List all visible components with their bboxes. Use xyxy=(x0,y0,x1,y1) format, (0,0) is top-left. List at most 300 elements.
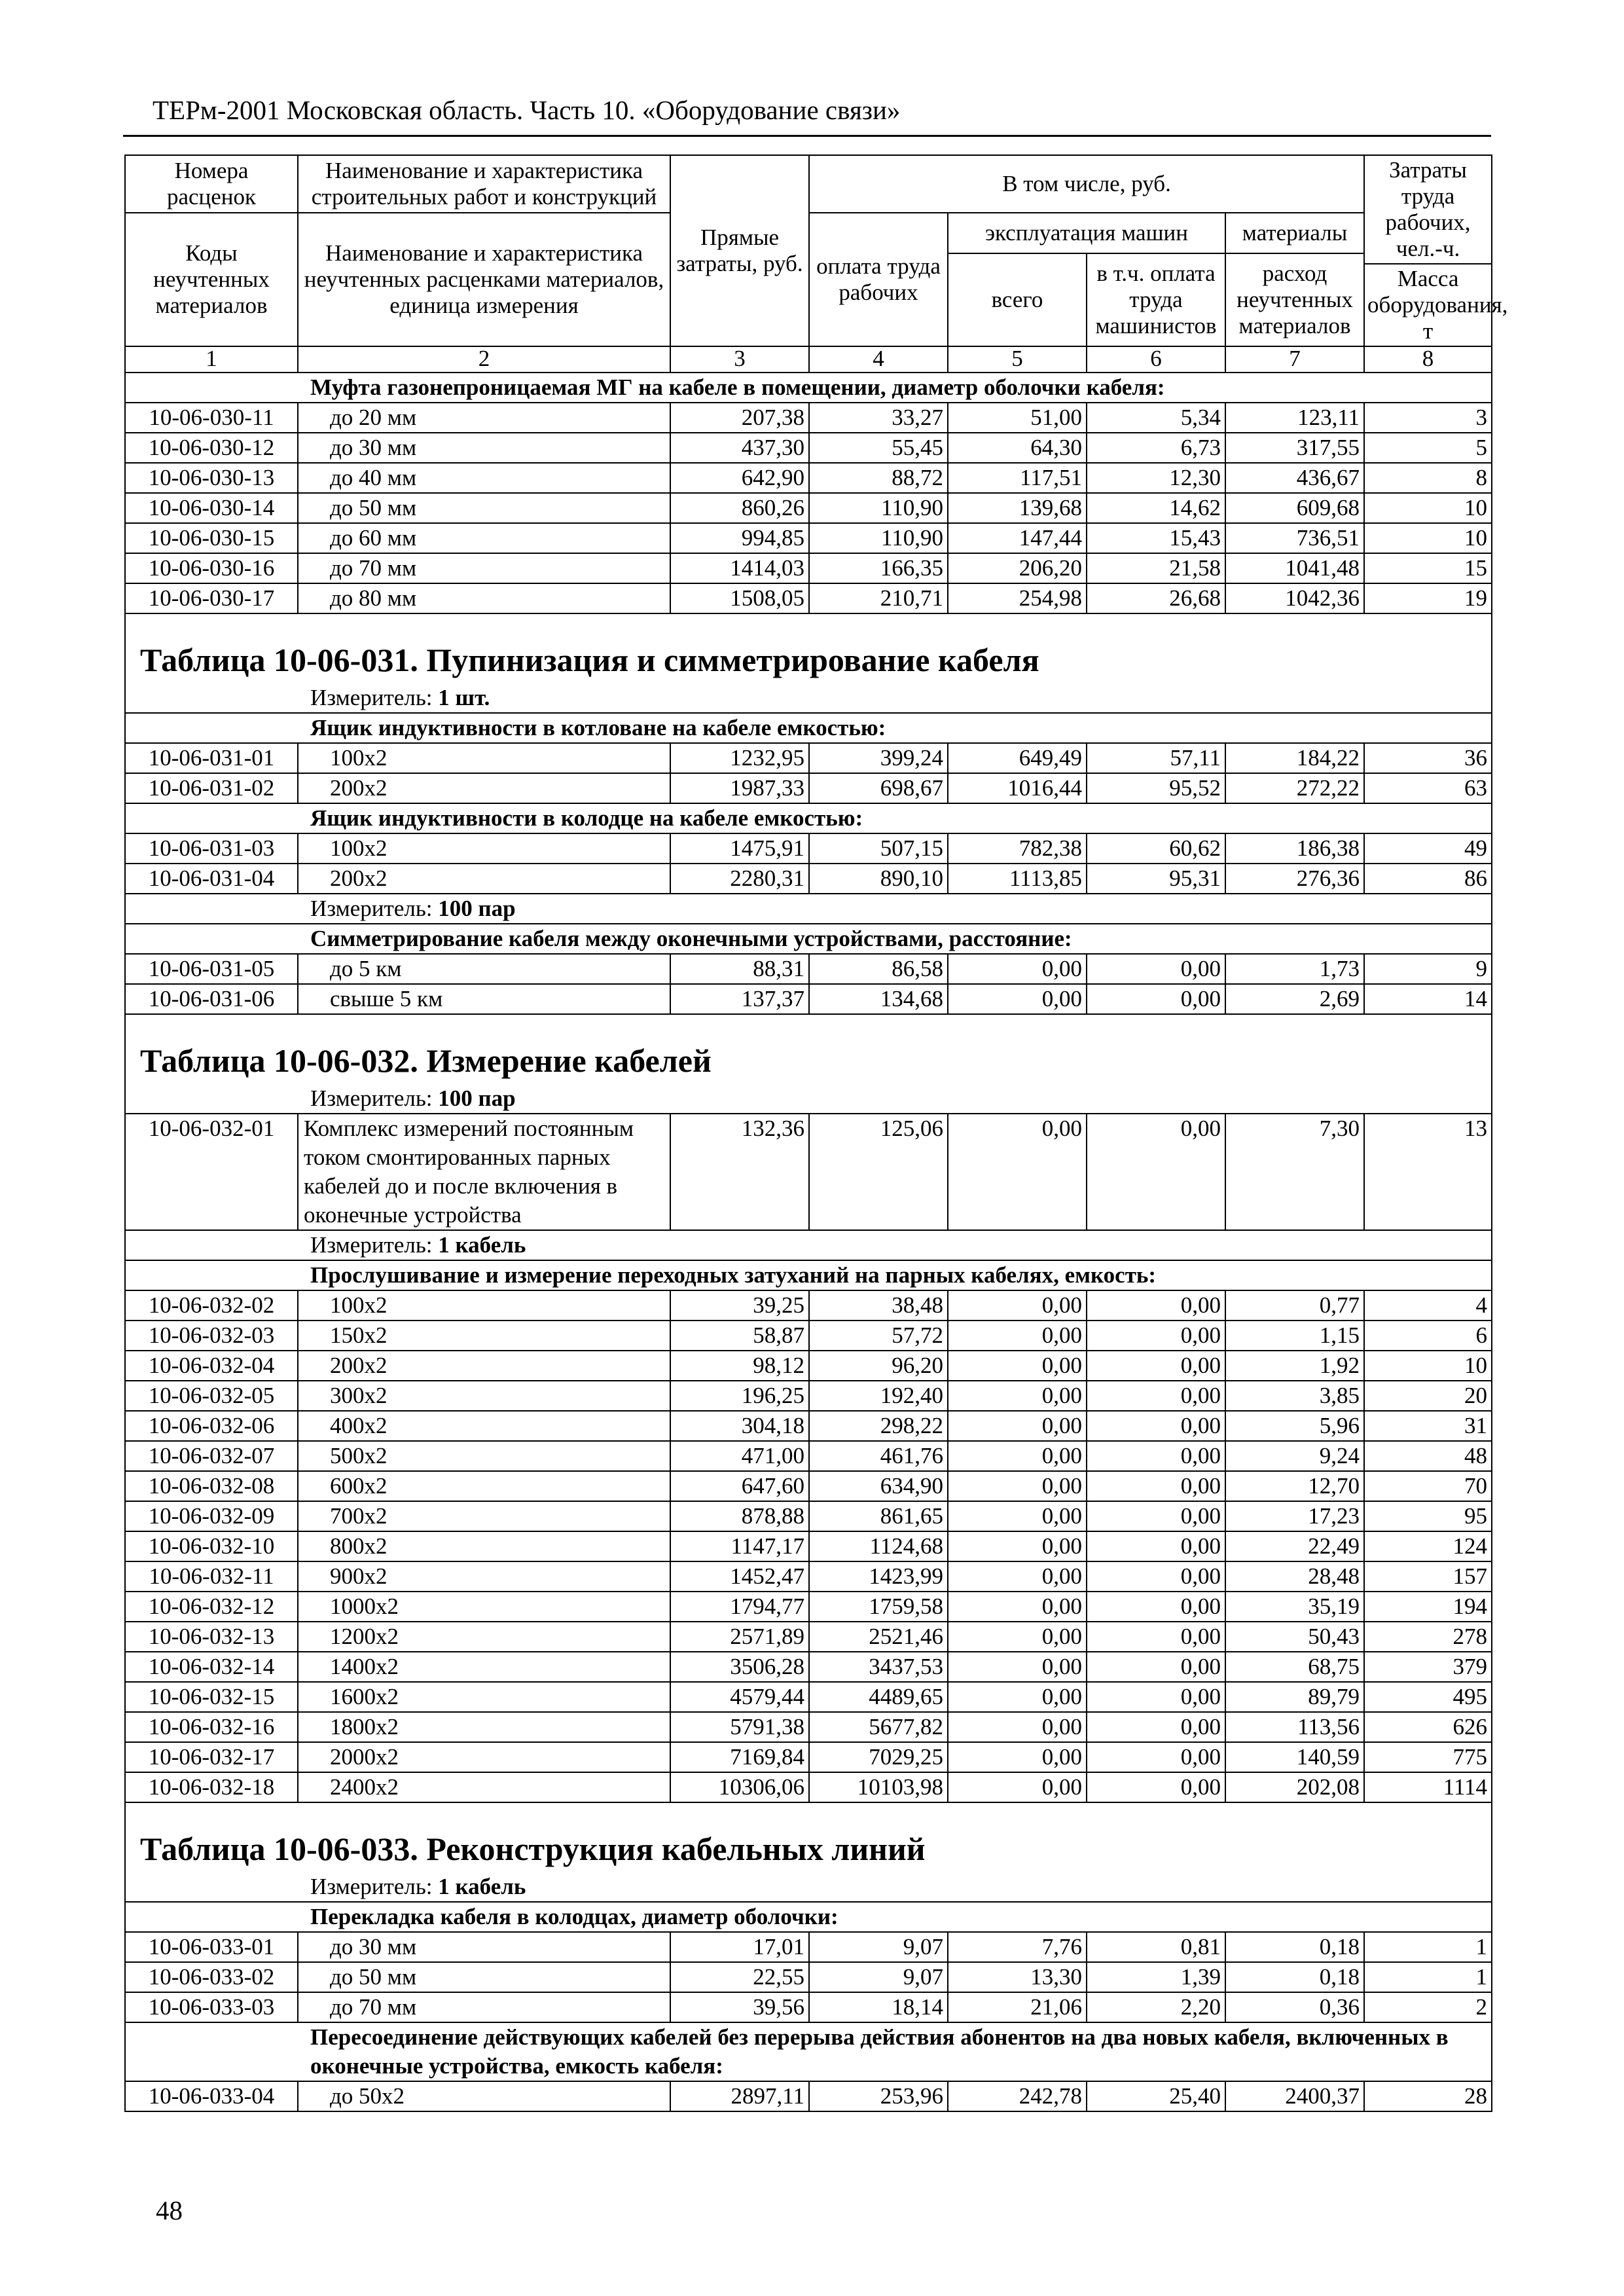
rate-code: 10-06-030-11 xyxy=(125,403,298,433)
work-name: 100x2 xyxy=(298,743,670,773)
machinist-wages: 0,00 xyxy=(1087,1772,1225,1802)
page-header: ТЕРм-2001 Московская область. Часть 10. «Оборудование связи» xyxy=(153,95,901,125)
wages: 4489,65 xyxy=(809,1682,948,1712)
work-name: 2400x2 xyxy=(298,1772,670,1802)
section-row xyxy=(125,1902,1492,1932)
direct-costs: 642,90 xyxy=(670,463,809,493)
work-name: 200x2 xyxy=(298,864,670,894)
measure-unit xyxy=(125,1084,1492,1114)
direct-costs: 1987,33 xyxy=(670,773,809,803)
table-title: Таблица 10-06-032. Измерение кабелей xyxy=(125,1014,1492,1084)
rate-code: 10-06-032-09 xyxy=(125,1501,298,1531)
machines-total: 1016,44 xyxy=(948,773,1087,803)
col-materials-sub-header: расход неучтенных материалов xyxy=(1225,253,1364,346)
labor-hours: 10 xyxy=(1364,1351,1492,1381)
table-row xyxy=(125,1652,1492,1682)
direct-costs: 1232,95 xyxy=(670,743,809,773)
work-name: 800x2 xyxy=(298,1531,670,1561)
table-row xyxy=(125,1501,1492,1531)
work-name: 100x2 xyxy=(298,833,670,864)
wages: 125,06 xyxy=(809,1114,948,1230)
rate-code: 10-06-033-03 xyxy=(125,1992,298,2022)
section-row xyxy=(125,924,1492,954)
measure-value: 1 шт. xyxy=(438,685,490,710)
labor-hours: 1114 xyxy=(1364,1772,1492,1802)
direct-costs: 1414,03 xyxy=(670,553,809,583)
machines-total: 13,30 xyxy=(948,1962,1087,1992)
rate-code: 10-06-032-06 xyxy=(125,1411,298,1441)
work-name: свыше 5 км xyxy=(298,984,670,1014)
machinist-wages: 6,73 xyxy=(1087,433,1225,463)
rate-code: 10-06-031-03 xyxy=(125,833,298,864)
materials: 1041,48 xyxy=(1225,553,1364,583)
labor-hours: 15 xyxy=(1364,553,1492,583)
col-rate-number-header: Номера расценок xyxy=(125,155,298,213)
col-including-header: В том числе, руб. xyxy=(809,155,1364,213)
materials: 89,79 xyxy=(1225,1682,1364,1712)
section-row xyxy=(125,803,1492,833)
table-row xyxy=(125,1531,1492,1561)
machines-total: 242,78 xyxy=(948,2081,1087,2111)
table-row xyxy=(125,1471,1492,1501)
machinist-wages: 25,40 xyxy=(1087,2081,1225,2111)
materials: 317,55 xyxy=(1225,433,1364,463)
direct-costs: 2280,31 xyxy=(670,864,809,894)
rate-code: 10-06-033-04 xyxy=(125,2081,298,2111)
materials: 184,22 xyxy=(1225,743,1364,773)
col-direct-costs-header: Прямые затраты, руб. xyxy=(670,155,809,346)
table-row xyxy=(125,2081,1492,2111)
labor-hours: 86 xyxy=(1364,864,1492,894)
section-row xyxy=(125,1260,1492,1290)
direct-costs: 1147,17 xyxy=(670,1531,809,1561)
column-number: 2 xyxy=(298,346,670,373)
rate-code: 10-06-030-16 xyxy=(125,553,298,583)
table-row xyxy=(125,1992,1492,2022)
machines-total: 139,68 xyxy=(948,493,1087,523)
direct-costs: 10306,06 xyxy=(670,1772,809,1802)
materials: 3,85 xyxy=(1225,1381,1364,1411)
labor-hours: 5 xyxy=(1364,433,1492,463)
materials: 0,36 xyxy=(1225,1992,1364,2022)
machines-total: 0,00 xyxy=(948,1321,1087,1351)
direct-costs: 1452,47 xyxy=(670,1561,809,1592)
wages: 3437,53 xyxy=(809,1652,948,1682)
work-name: 1800x2 xyxy=(298,1712,670,1742)
work-name: 1600x2 xyxy=(298,1682,670,1712)
section-heading: Муфта газонепроницаемая МГ на кабеле в помещении, диаметр оболочки кабеля: xyxy=(125,373,1492,403)
direct-costs: 5791,38 xyxy=(670,1712,809,1742)
direct-costs: 878,88 xyxy=(670,1501,809,1531)
work-name: 700x2 xyxy=(298,1501,670,1531)
direct-costs: 196,25 xyxy=(670,1381,809,1411)
labor-hours: 10 xyxy=(1364,523,1492,553)
measure-unit xyxy=(125,894,1492,924)
direct-costs: 7169,84 xyxy=(670,1742,809,1772)
machines-total: 0,00 xyxy=(948,1351,1087,1381)
direct-costs: 304,18 xyxy=(670,1411,809,1441)
labor-hours: 31 xyxy=(1364,1411,1492,1441)
measure-label: Измеритель: xyxy=(310,896,433,921)
wages: 96,20 xyxy=(809,1351,948,1381)
measure-label: Измеритель: xyxy=(310,685,433,710)
machines-total: 0,00 xyxy=(948,984,1087,1014)
rate-code: 10-06-032-08 xyxy=(125,1471,298,1501)
direct-costs: 39,25 xyxy=(670,1290,809,1321)
materials: 1,15 xyxy=(1225,1321,1364,1351)
table-row xyxy=(125,864,1492,894)
rate-code: 10-06-032-07 xyxy=(125,1441,298,1471)
wages: 253,96 xyxy=(809,2081,948,2111)
machines-total: 117,51 xyxy=(948,463,1087,493)
machines-total: 0,00 xyxy=(948,1592,1087,1622)
machinist-wages: 57,11 xyxy=(1087,743,1225,773)
machines-total: 0,00 xyxy=(948,1622,1087,1652)
work-name: до 50 мм xyxy=(298,1962,670,1992)
section-heading: Ящик индуктивности в котловане на кабеле емкостью: xyxy=(125,713,1492,743)
machinist-wages: 60,62 xyxy=(1087,833,1225,864)
direct-costs: 4579,44 xyxy=(670,1682,809,1712)
table-row xyxy=(125,833,1492,864)
wages: 9,07 xyxy=(809,1962,948,1992)
materials: 276,36 xyxy=(1225,864,1364,894)
rate-code: 10-06-031-04 xyxy=(125,864,298,894)
machinist-wages: 12,30 xyxy=(1087,463,1225,493)
machinist-wages: 0,00 xyxy=(1087,1471,1225,1501)
measure-unit xyxy=(125,1230,1492,1260)
table-row xyxy=(125,1932,1492,1962)
labor-hours: 194 xyxy=(1364,1592,1492,1622)
labor-hours: 3 xyxy=(1364,403,1492,433)
materials: 2,69 xyxy=(1225,984,1364,1014)
machines-total: 0,00 xyxy=(948,1114,1087,1230)
materials: 22,49 xyxy=(1225,1531,1364,1561)
measure-row xyxy=(125,894,1492,924)
machinist-wages: 0,00 xyxy=(1087,1652,1225,1682)
rate-code: 10-06-032-05 xyxy=(125,1381,298,1411)
labor-hours: 8 xyxy=(1364,463,1492,493)
direct-costs: 1475,91 xyxy=(670,833,809,864)
work-name: до 40 мм xyxy=(298,463,670,493)
wages: 5677,82 xyxy=(809,1712,948,1742)
wages: 861,65 xyxy=(809,1501,948,1531)
machines-total: 0,00 xyxy=(948,1561,1087,1592)
machinist-wages: 0,00 xyxy=(1087,1351,1225,1381)
labor-hours: 278 xyxy=(1364,1622,1492,1652)
labor-hours: 13 xyxy=(1364,1114,1492,1230)
rate-code: 10-06-032-11 xyxy=(125,1561,298,1592)
table-row xyxy=(125,1962,1492,1992)
work-name: 900x2 xyxy=(298,1561,670,1592)
table-row xyxy=(125,1381,1492,1411)
page-number: 48 xyxy=(156,2195,183,2225)
work-name: Комплекс измерений постоянным током смонтированных парных кабелей до и после включения в оконечные устройства xyxy=(298,1114,670,1230)
labor-hours: 20 xyxy=(1364,1381,1492,1411)
machines-total: 0,00 xyxy=(948,1290,1087,1321)
materials: 609,68 xyxy=(1225,493,1364,523)
wages: 1124,68 xyxy=(809,1531,948,1561)
machinist-wages: 21,58 xyxy=(1087,553,1225,583)
work-name: 400x2 xyxy=(298,1411,670,1441)
machines-total: 0,00 xyxy=(948,1381,1087,1411)
labor-hours: 124 xyxy=(1364,1531,1492,1561)
table-row xyxy=(125,1290,1492,1321)
rate-code: 10-06-030-13 xyxy=(125,463,298,493)
machinist-wages: 95,31 xyxy=(1087,864,1225,894)
machines-total: 21,06 xyxy=(948,1992,1087,2022)
materials: 2400,37 xyxy=(1225,2081,1364,2111)
labor-hours: 14 xyxy=(1364,984,1492,1014)
direct-costs: 207,38 xyxy=(670,403,809,433)
rate-code: 10-06-031-05 xyxy=(125,954,298,984)
wages: 86,58 xyxy=(809,954,948,984)
materials: 140,59 xyxy=(1225,1742,1364,1772)
machinist-wages: 0,00 xyxy=(1087,1592,1225,1622)
materials: 0,77 xyxy=(1225,1290,1364,1321)
col-machinist-wages-header: в т.ч. оплата труда машинистов xyxy=(1087,253,1225,346)
rate-code: 10-06-032-01 xyxy=(125,1114,298,1230)
machinist-wages: 14,62 xyxy=(1087,493,1225,523)
rate-code: 10-06-033-02 xyxy=(125,1962,298,1992)
labor-hours: 95 xyxy=(1364,1501,1492,1531)
rate-code: 10-06-032-02 xyxy=(125,1290,298,1321)
materials: 0,18 xyxy=(1225,1932,1364,1962)
machinist-wages: 1,39 xyxy=(1087,1962,1225,1992)
rate-code: 10-06-031-06 xyxy=(125,984,298,1014)
work-name: до 50 мм xyxy=(298,493,670,523)
materials: 113,56 xyxy=(1225,1712,1364,1742)
direct-costs: 471,00 xyxy=(670,1441,809,1471)
table-row xyxy=(125,1441,1492,1471)
direct-costs: 1794,77 xyxy=(670,1592,809,1622)
wages: 166,35 xyxy=(809,553,948,583)
wages: 399,24 xyxy=(809,743,948,773)
wages: 9,07 xyxy=(809,1932,948,1962)
column-number: 8 xyxy=(1364,346,1492,373)
machines-total: 0,00 xyxy=(948,1772,1087,1802)
table-row xyxy=(125,433,1492,463)
wages: 110,90 xyxy=(809,493,948,523)
section-heading: Прослушивание и измерение переходных затуханий на парных кабелях, емкость: xyxy=(125,1260,1492,1290)
machinist-wages: 0,00 xyxy=(1087,1622,1225,1652)
column-number: 5 xyxy=(948,346,1087,373)
table-row xyxy=(125,743,1492,773)
wages: 18,14 xyxy=(809,1992,948,2022)
rate-code: 10-06-032-14 xyxy=(125,1652,298,1682)
wages: 192,40 xyxy=(809,1381,948,1411)
machines-total: 0,00 xyxy=(948,1531,1087,1561)
table-title: Таблица 10-06-033. Реконструкция кабельных линий xyxy=(125,1802,1492,1872)
direct-costs: 2897,11 xyxy=(670,2081,809,2111)
wages: 461,76 xyxy=(809,1441,948,1471)
machines-total: 0,00 xyxy=(948,1742,1087,1772)
materials: 1042,36 xyxy=(1225,583,1364,613)
machinist-wages: 0,00 xyxy=(1087,1501,1225,1531)
machines-total: 0,00 xyxy=(948,1682,1087,1712)
machinist-wages: 0,00 xyxy=(1087,1411,1225,1441)
rate-code: 10-06-032-04 xyxy=(125,1351,298,1381)
machines-total: 0,00 xyxy=(948,1471,1087,1501)
column-number: 4 xyxy=(809,346,948,373)
wages: 1759,58 xyxy=(809,1592,948,1622)
wages: 634,90 xyxy=(809,1471,948,1501)
col-wages-header: оплата труда рабочих xyxy=(809,213,948,346)
wages: 10103,98 xyxy=(809,1772,948,1802)
machines-total: 0,00 xyxy=(948,1411,1087,1441)
table-row xyxy=(125,403,1492,433)
work-name: 150x2 xyxy=(298,1321,670,1351)
direct-costs: 1508,05 xyxy=(670,583,809,613)
column-number: 3 xyxy=(670,346,809,373)
machinist-wages: 2,20 xyxy=(1087,1992,1225,2022)
measure-row xyxy=(125,1230,1492,1260)
rate-code: 10-06-030-17 xyxy=(125,583,298,613)
materials: 5,96 xyxy=(1225,1411,1364,1441)
direct-costs: 22,55 xyxy=(670,1962,809,1992)
materials: 123,11 xyxy=(1225,403,1364,433)
rate-code: 10-06-030-15 xyxy=(125,523,298,553)
col-labor-header: Затраты труда рабочих, чел.-ч. xyxy=(1364,155,1492,264)
rate-code: 10-06-032-13 xyxy=(125,1622,298,1652)
rate-code: 10-06-032-12 xyxy=(125,1592,298,1622)
measure-label: Измеритель: xyxy=(310,1085,433,1111)
rate-code: 10-06-030-14 xyxy=(125,493,298,523)
labor-hours: 36 xyxy=(1364,743,1492,773)
col-mass-header: Масса оборудования, т xyxy=(1364,264,1492,346)
machinist-wages: 0,00 xyxy=(1087,1381,1225,1411)
machinist-wages: 0,00 xyxy=(1087,1321,1225,1351)
col-materials-header: материалы xyxy=(1225,213,1364,253)
measure-label: Измеритель: xyxy=(310,1232,433,1258)
machinist-wages: 5,34 xyxy=(1087,403,1225,433)
table-title-row xyxy=(125,1802,1492,1872)
col-work-name-header: Наименование и характеристика строительных работ и конструкций xyxy=(298,155,670,213)
table-row xyxy=(125,1622,1492,1652)
direct-costs: 3506,28 xyxy=(670,1652,809,1682)
measure-row xyxy=(125,683,1492,713)
table-row xyxy=(125,1742,1492,1772)
materials: 202,08 xyxy=(1225,1772,1364,1802)
rate-code: 10-06-032-10 xyxy=(125,1531,298,1561)
rate-code: 10-06-030-12 xyxy=(125,433,298,463)
wages: 33,27 xyxy=(809,403,948,433)
machinist-wages: 0,81 xyxy=(1087,1932,1225,1962)
rate-code: 10-06-033-01 xyxy=(125,1932,298,1962)
machines-total: 782,38 xyxy=(948,833,1087,864)
table-row xyxy=(125,1772,1492,1802)
work-name: до 70 мм xyxy=(298,553,670,583)
wages: 298,22 xyxy=(809,1411,948,1441)
rate-code: 10-06-032-03 xyxy=(125,1321,298,1351)
labor-hours: 775 xyxy=(1364,1742,1492,1772)
materials: 12,70 xyxy=(1225,1471,1364,1501)
wages: 110,90 xyxy=(809,523,948,553)
direct-costs: 2571,89 xyxy=(670,1622,809,1652)
col-material-names-header: Наименование и характеристика неучтенных расценками материалов, единица измерения xyxy=(298,213,670,346)
machinist-wages: 15,43 xyxy=(1087,523,1225,553)
work-name: 100x2 xyxy=(298,1290,670,1321)
rate-code: 10-06-032-18 xyxy=(125,1772,298,1802)
table-row xyxy=(125,1592,1492,1622)
machinist-wages: 0,00 xyxy=(1087,1290,1225,1321)
work-name: до 5 км xyxy=(298,954,670,984)
wages: 890,10 xyxy=(809,864,948,894)
measure-label: Измеритель: xyxy=(310,1874,433,1899)
wages: 1423,99 xyxy=(809,1561,948,1592)
table-row xyxy=(125,1351,1492,1381)
section-row xyxy=(125,713,1492,743)
machines-total: 649,49 xyxy=(948,743,1087,773)
column-number: 1 xyxy=(125,346,298,373)
materials: 68,75 xyxy=(1225,1652,1364,1682)
labor-hours: 157 xyxy=(1364,1561,1492,1592)
machinist-wages: 95,52 xyxy=(1087,773,1225,803)
machinist-wages: 0,00 xyxy=(1087,1114,1225,1230)
machines-total: 0,00 xyxy=(948,1712,1087,1742)
wages: 2521,46 xyxy=(809,1622,948,1652)
table-row xyxy=(125,553,1492,583)
machines-total: 206,20 xyxy=(948,553,1087,583)
direct-costs: 994,85 xyxy=(670,523,809,553)
materials: 272,22 xyxy=(1225,773,1364,803)
measure-unit xyxy=(125,683,1492,713)
direct-costs: 88,31 xyxy=(670,954,809,984)
table-row xyxy=(125,954,1492,984)
labor-hours: 70 xyxy=(1364,1471,1492,1501)
col-machines-total-header: всего xyxy=(948,253,1087,346)
machinist-wages: 0,00 xyxy=(1087,1531,1225,1561)
materials: 736,51 xyxy=(1225,523,1364,553)
direct-costs: 39,56 xyxy=(670,1992,809,2022)
materials: 9,24 xyxy=(1225,1441,1364,1471)
machinist-wages: 26,68 xyxy=(1087,583,1225,613)
table-row xyxy=(125,463,1492,493)
work-name: 600x2 xyxy=(298,1471,670,1501)
machines-total: 147,44 xyxy=(948,523,1087,553)
table-row xyxy=(125,1561,1492,1592)
machines-total: 7,76 xyxy=(948,1932,1087,1962)
materials: 436,67 xyxy=(1225,463,1364,493)
machines-total: 0,00 xyxy=(948,1501,1087,1531)
labor-hours: 1 xyxy=(1364,1962,1492,1992)
labor-hours: 2 xyxy=(1364,1992,1492,2022)
measure-unit xyxy=(125,1872,1492,1902)
machinist-wages: 0,00 xyxy=(1087,1441,1225,1471)
direct-costs: 132,36 xyxy=(670,1114,809,1230)
machines-total: 64,30 xyxy=(948,433,1087,463)
work-name: 2000x2 xyxy=(298,1742,670,1772)
labor-hours: 4 xyxy=(1364,1290,1492,1321)
materials: 35,19 xyxy=(1225,1592,1364,1622)
section-heading: Ящик индуктивности в колодце на кабеле емкостью: xyxy=(125,803,1492,833)
table-row xyxy=(125,523,1492,553)
header-rule xyxy=(123,135,1491,137)
section-heading: Симметрирование кабеля между оконечными устройствами, расстояние: xyxy=(125,924,1492,954)
column-number: 6 xyxy=(1087,346,1225,373)
labor-hours: 28 xyxy=(1364,2081,1492,2111)
machinist-wages: 0,00 xyxy=(1087,984,1225,1014)
work-name: 200x2 xyxy=(298,1351,670,1381)
machinist-wages: 0,00 xyxy=(1087,954,1225,984)
section-heading: Перекладка кабеля в колодцах, диаметр оболочки: xyxy=(125,1902,1492,1932)
work-name: 300x2 xyxy=(298,1381,670,1411)
work-name: до 70 мм xyxy=(298,1992,670,2022)
wages: 38,48 xyxy=(809,1290,948,1321)
section-row xyxy=(125,373,1492,403)
wages: 507,15 xyxy=(809,833,948,864)
work-name: 500x2 xyxy=(298,1441,670,1471)
wages: 210,71 xyxy=(809,583,948,613)
